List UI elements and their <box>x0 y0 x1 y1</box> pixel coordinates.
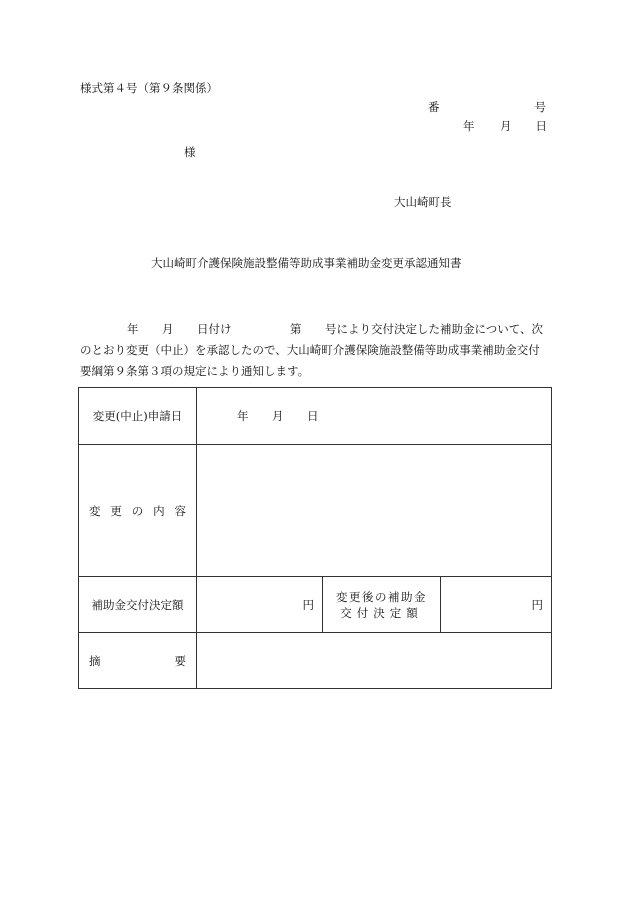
form-number: 様式第４号（第９条関係） <box>80 81 218 95</box>
body-line-1 <box>80 319 552 340</box>
body-month-label: 月 <box>162 322 174 336</box>
detail-table <box>78 387 552 689</box>
body-line-3: 要綱第９条第３項の規定により通知します。 <box>80 364 310 378</box>
date-day-label: 日 <box>535 119 547 133</box>
remarks-field[interactable] <box>197 633 552 689</box>
label-change-application-date: 変更(中止)申請日 <box>79 388 197 445</box>
label-grant-decision-amount: 補助金交付決定額 <box>79 577 197 633</box>
addressee: 様 <box>184 145 196 159</box>
body-dai-label: 第 <box>290 322 302 336</box>
row-change-content <box>79 445 552 577</box>
number-label-ban: 番 <box>428 100 440 114</box>
row-remarks <box>79 633 552 689</box>
label-remarks: 摘 要 <box>79 633 197 689</box>
changed-grant-amount-field[interactable]: 円 <box>441 577 552 633</box>
number-label-go: 号 <box>534 100 546 114</box>
label-changed-grant-amount: 変更後の補助金 交付決定額 <box>323 577 441 633</box>
body-line-2: のとおり変更（中止）を承認したので、大山崎町介護保険施設整備等助成事業補助金交付 <box>80 343 540 357</box>
row-application-date <box>79 388 552 445</box>
row-grant-amount <box>79 577 552 633</box>
grant-amount-field[interactable]: 円 <box>197 577 323 633</box>
date-year-label: 年 <box>463 119 475 133</box>
body-line1-rest: 号により交付決定した補助金について、次 <box>325 322 544 336</box>
application-date-field[interactable]: 年 月 日 <box>197 388 552 445</box>
body-year-label: 年 <box>127 322 139 336</box>
label-change-content: 変 更 の 内 容 <box>79 445 197 577</box>
sender: 大山崎町長 <box>394 195 452 209</box>
body-text <box>80 319 552 382</box>
document-title: 大山崎町介護保険施設整備等助成事業補助金変更承認通知書 <box>151 256 462 270</box>
body-day-label: 日付け <box>197 322 232 336</box>
change-content-field[interactable] <box>197 445 552 577</box>
date-month-label: 月 <box>500 119 512 133</box>
